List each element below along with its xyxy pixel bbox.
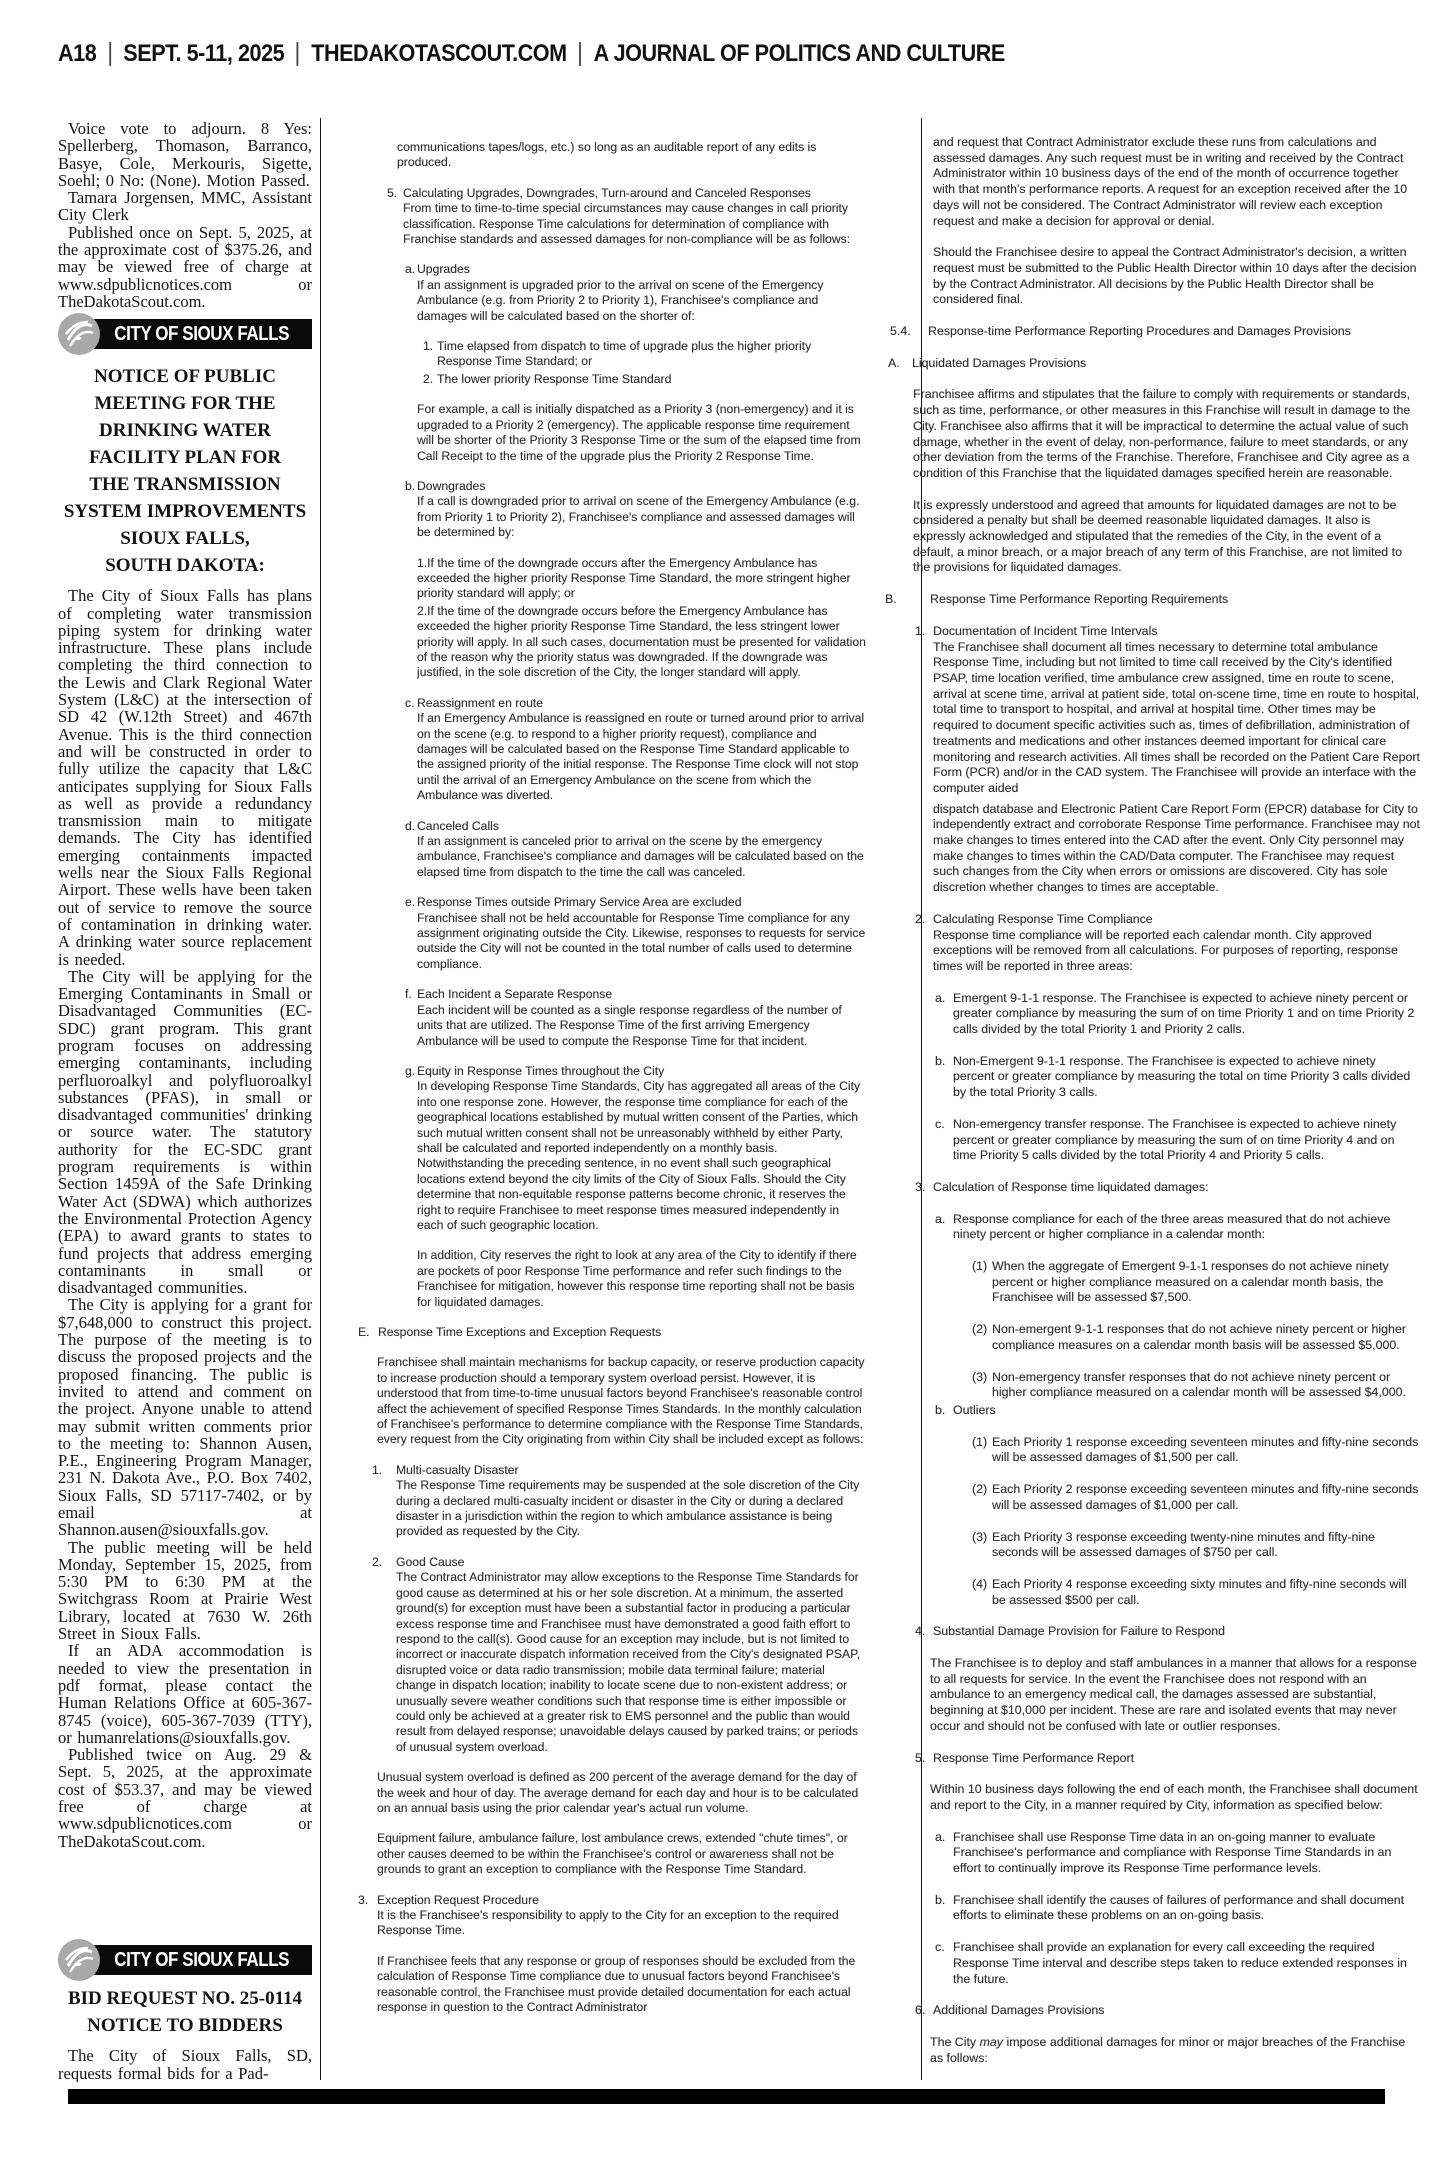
list-marker: c. (405, 695, 415, 710)
block-text: If an Emergency Ambulance is reassigned en route or turned around prior to arrival on the scene (e.g. to respond to a higher priority request), compliance and damages will be calculated based on the Response Time Standard applicable to the assigned priority of the initial response. The Response Time clock will not stop until the arrival of an Emergency Ambulance on the scene from which the Ambulance was diverted. (417, 711, 865, 803)
block-text: Each Priority 2 response exceeding seventeen minutes and fifty-nine seconds will be assessed damages of $1,000 per call. (992, 1482, 1419, 1512)
legal-block (358, 1893, 866, 1939)
block-text: Non-emergency transfer responses that do not achieve ninety percent or higher compliance measured on a calendar month will be assessed $4,000. (992, 1369, 1406, 1400)
block-text: Should the Franchisee desire to appeal the Contract Administrator's decision, a written request must be submitted to the Public Health Director within 10 days after the decision by the Contract Administrator. All decisions by the Public Health Director shall be considered final. (933, 245, 1417, 307)
block-title: Downgrades (417, 478, 486, 493)
legal-block (358, 1463, 866, 1540)
block-text: Non-emergent 9-1-1 responses that do not achieve ninety percent or higher compliance measures on a calendar month basis will be assessed $5,000. (992, 1322, 1406, 1352)
legal-block (885, 592, 1420, 608)
list-marker: (1) (972, 1434, 988, 1449)
legal-block (885, 991, 1420, 1038)
block-title: Each Incident a Separate Response (417, 987, 613, 1002)
legal-block (358, 604, 866, 681)
legal-block (358, 262, 866, 324)
list-marker: 6. (915, 2003, 926, 2018)
block-text: Franchisee shall not be held accountable for Response Time compliance for any assignment originating outside the City. Likewise, responses to requests for service outside the City will not be counted in the total number of calls used to determine compliance. (417, 910, 866, 971)
block-text: For example, a call is initially dispatched as a Priority 3 (non-emergency) and it is upgraded to a Priority 2 (emergency). The applicable response time requirement will be shorter of the Priority 3 Response Time or the sum of the elapsed time from Call Receipt to the time of the upgrade plus the Priority 2 Response Time. (417, 402, 861, 463)
block-text: If Franchisee feels that any response or group of responses should be excluded from the calculation of Response Time compliance due to unusual factors beyond Franchisee's reasonable control, the Franchisee must provide detailed documentation for each actual response in question to the Contract Administrator (377, 1953, 856, 2015)
issue-date: SEPT. 5-11, 2025 (123, 40, 285, 67)
block-text: Non-Emergent 9-1-1 response. The Franchisee is expected to achieve ninety percent or greater compliance by measuring the total on time Priority 3 calls divided by the total Priority 3 calls. (953, 1053, 1411, 1100)
block-text: Each Priority 1 response exceeding seventeen minutes and fifty-nine seconds will be assessed damages of $1,500 per call. (992, 1434, 1419, 1465)
block-text: Within 10 business days following the end of each month, the Franchisee shall document and report to the City, in a manner required by City, information as specified below: (930, 1782, 1418, 1812)
legal-block (885, 1435, 1420, 1466)
heading-line: FACILITY PLAN FOR (88, 447, 282, 469)
legal-block (358, 1770, 866, 1816)
list-marker: (4) (972, 1576, 988, 1591)
list-marker: e. (405, 895, 416, 910)
block-text: The Contract Administrator may allow exceptions to the Response Time Standards for good cause as determined at his or her sole discretion. At a minimum, the asserted ground(s) for exception must have been a substantial factor in producing a particular excess response time and Franchisee must have demonstrated a good faith effort to respond to the call(s). Good cause for an exception may include, but is not limited to incorrect or inaccurate dispatch information received from the City's designated PSAP, disrupted voice or data radio transmission; mobile data terminal failure; material change in dispatch location; inability to locate scene due to non-existent address; or unusually severe weather conditions such that response time is either impossible or could only be achieved at a greater risk to EMS personnel and the public than would result from delayed response; unavoidable delays caused by parked trains; or periods of unusual system overload. (396, 1570, 861, 1754)
heading-line: SIOUX FALLS, (120, 528, 250, 550)
masthead-strip (58, 40, 1005, 68)
block-text: Emergent 9-1-1 response. The Franchisee is expected to achieve ninety percent or greater compliance by measuring the sum of on time Priority 1 and on time Priority 2 calls divided by the total Priority 1 and Priority 2 calls. (953, 990, 1415, 1037)
list-marker: (3) (972, 1529, 988, 1544)
list-marker: 2. (423, 371, 434, 386)
paragraph: Published twice on Aug. 29 & Sept. 5, 2025, at the approximate cost of $53.37, and may be viewed free of charge at www.sdpublicnotices.com or TheDakotaScout.com. (58, 1745, 312, 1851)
block-text: Response compliance for each of the three areas measured that do not achieve ninety percent or higher compliance in a calendar month: (953, 1211, 1391, 1242)
block-text: dispatch database and Electronic Patient Care Report Form (EPCR) database for City to independently extract and corroborate Response Time performance. Franchisee may not make changes to times entered into the CAD after the event. Only City personnel may make changes to times within the CAD/Data computer. The Franchisee may request such changes from the City when errors or omissions are discovered. City has sole discretion whether changes to times are acceptable. (933, 801, 1420, 895)
block-text: The Response Time requirements may be suspended at the sole discretion of the City during a declared multi-casualty incident or disaster in the City or during a declared disaster in a jurisdiction within the region to which ambulance assistance is being provided as requested by the City. (396, 1478, 860, 1539)
legal-block (358, 696, 866, 804)
paragraph: The City of Sioux Falls, SD, requests formal bids for a Pad- (58, 2046, 312, 2082)
block-text: and request that Contract Administrator exclude these runs from calculations and assessed damages. Any such request must be in writing and received by the Contract Administrator within 10 business days of the end of the month of occurrence together with that month's performance reports. A request for an exception received after the 10 days will not be considered. The Contract Administrator will review each exception request and make a decision for approval or denial. (933, 135, 1408, 228)
block-title: Equity in Response Times throughout the City (417, 1063, 665, 1078)
legal-block (885, 1577, 1420, 1608)
block-title: Reassignment en route (417, 695, 544, 710)
block-text: Unusual system overload is defined as 200 percent of the average demand for the day of the week and hour of day. The average demand for each day and hour is to be calculated on an annual basis using the prior calendar year's actual run volume. (377, 1770, 859, 1815)
legal-block (885, 387, 1420, 481)
block-text: Response time compliance will be reported each calendar month. City approved exceptions will be removed from all calculations. For purposes of reporting, response times will be reported in three areas: (933, 927, 1398, 973)
block-text: In addition, City reserves the right to look at any area of the City to identify if there are pockets of poor Response Time performance and refer such findings to the Franchisee for mitigation, however this response time reporting shall not be basis for liquidated damages. (417, 1248, 857, 1309)
legal-block (885, 912, 1420, 975)
list-marker: (1) (972, 1259, 988, 1274)
page-header (58, 40, 1110, 68)
paragraph: The City of Sioux Falls has plans of completing water transmission piping system for drinking water infrastructure. These plans include completing the third connection to the Lewis and Clark Regional Water System (L&C) at the intersection of SD 42 (W.12th Street) and 467th Avenue. This is the third connection and will be constructed in order to fully utilize the capacity that L&C anticipates supplying for Sioux Falls as well as provide a redundancy transmission main to mitigate demands. The City has identified emerging containments impacted wells near the Sioux Falls Regional Airport. These wells have been taken out of service to remove the source of contamination in drinking water. A drinking water source replacement is needed. (58, 586, 312, 969)
heading-line: MEETING FOR THE (94, 393, 276, 415)
legal-block (885, 1656, 1420, 1735)
list-marker: 3. (915, 1179, 926, 1194)
legal-block (358, 1555, 866, 1755)
block-text: 2.If the time of the downgrade occurs before the Emergency Ambulance has exceeded the higher priority Response Time Standard, the less stringent lower priority will apply. In all such cases, documentation must be presented for validation of the reason why the priority status was downgraded. If the downgrade was justified, in the sole discretion of the City, the longer standard will apply. (417, 603, 866, 680)
page-number: A18 (58, 40, 97, 67)
legal-block (885, 1180, 1420, 1196)
legal-block (885, 1482, 1420, 1513)
block-title: Response Time Exceptions and Exception Requests (378, 1325, 662, 1339)
list-marker: b. (935, 1892, 946, 1907)
legal-block (358, 895, 866, 972)
block-text: Each Priority 4 response exceeding sixty minutes and fifty-nine seconds will be assessed $500 per call. (992, 1576, 1407, 1607)
list-marker: 1. (915, 623, 926, 638)
legal-block (885, 1893, 1420, 1924)
block-text: Franchisee shall identify the causes of failures of performance and shall document efforts to eliminate these problems on an on-going basis. (953, 1892, 1405, 1923)
city-of-sioux-falls-banner (78, 1945, 312, 1975)
block-title: Response Time Performance Reporting Requirements (930, 592, 1229, 607)
paragraph: The public meeting will be held Monday, September 15, 2025, from 5:30 PM to 6:30 PM at the Switchgrass Room at Prairie West Library, located at 7630 W. 26th Street in Sioux Falls. (58, 1537, 312, 1644)
legal-block (885, 1117, 1420, 1164)
block-text: Franchisee shall use Response Time data in an on-going manner to evaluate Franchisee's performance and compliance with Response Time Standards in an effort to continually improve its Response Time performance levels. (953, 1829, 1392, 1876)
block-title: Documentation of Incident Time Intervals (933, 623, 1158, 638)
block-text: In developing Response Time Standards, City has aggregated all areas of the City into one response zone. However, the response time compliance for each of the geographical locations established by mutual written consent of the Parties, which such mutual written consent shall not be unreasonably withheld by either Party, shall be calculated and reported independently on a monthly basis. Notwithstanding the preceding sentence, in no event shall such geographical locations extend beyond the city limits of the City of Sioux Falls. Should the City determine that non-equitable response patterns become chronic, it reserves the right to require Franchisee to meet response times measured independently in each of such geographic location. (417, 1079, 861, 1232)
block-text: communications tapes/logs, etc.) so long as an auditable report of any edits is produced. (397, 140, 817, 170)
block-text: If an assignment is upgraded prior to the arrival on scene of the Emergency Ambulance (e.g. from Priority 2 to Priority 1), Franchisee's compliance and damages will be calculated based on the shorter of: (417, 277, 824, 323)
block-text: Equipment failure, ambulance failure, lost ambulance crews, extended "chute times", or other causes deemed to be within the Franchisee's control or awareness shall not be grounds to grant an exception to compliance with the Response Time Standard. (377, 1831, 848, 1877)
legal-block (885, 1370, 1420, 1401)
block-title: Additional Damages Provisions (933, 2003, 1105, 2018)
block-text: Franchisee affirms and stipulates that the failure to comply with requirements or standards, such as time, performance, or other measures in this Franchise will result in damage to the City. Franchisee also affirms that it will be impractical to determine the actual value of such damage, whether in the event of delay, non-performance, failure to meet standards, or any other deviation from the terms of the Franchise. Therefore, Franchisee and City agree as a condition of this Franchise that the liquidated damages specified herein are reasonable. (913, 387, 1411, 480)
block-title: Response-time Performance Reporting Procedures and Damages Provisions (928, 324, 1351, 339)
legal-block (885, 2035, 1420, 2066)
legal-block (885, 1751, 1420, 1767)
block-title: Response Times outside Primary Service Area are excluded (417, 895, 742, 910)
bid-notice-heading (58, 1985, 312, 2039)
list-marker: g. (405, 1063, 416, 1078)
paragraph: The City is applying for a grant for $7,648,000 to construct this project. The purpose of the meeting is to discuss the proposed projects and the proposed financing. The public is invited to attend and comment on the project. Anyone unable to attend may submit written comments prior to the meeting to: Shannon Ausen, P.E., Engineering Program Manager, 231 N. Dakota Ave., P.O. Box 7402, Sioux Falls, SD 57117-7402, or by email at Shannon.ausen@siouxfalls.gov. (58, 1295, 312, 1540)
block-title: Outliers (953, 1403, 996, 1417)
block-text: The Franchisee shall document all times necessary to determine total ambulance Response Time, including but not limited to time call received by the City's identified PSAP, time location verified, time ambulance crew assigned, time en route to scene, arrival at scene time, arrival at patient side, total on-scene time, time en route to hospital, total time to transport to hospital, and arrival at hospital time. Other times may be required to document specific activities such as, times of defibrillation, administration of treatments and medications and other instances deemed important for clinical care monitoring and research activities. All times shall be recorded on the Patient Care Report Form (PCR) and/or in the CAD system. The Franchisee will provide an interface with the computer aided (933, 639, 1420, 795)
legal-block (358, 1064, 866, 1233)
list-marker: 5. (387, 185, 398, 200)
block-text: From time to time-to-time special circumstances may cause changes in call priority classification. Response Time calculations for determination of compliance with Franchise standards and assessed damages for non-compliance will be as follows: (403, 201, 851, 247)
city-of-sioux-falls-banner (78, 319, 312, 349)
city-logo-icon (58, 1938, 101, 1982)
legal-block (885, 1322, 1420, 1353)
legal-block (885, 1624, 1420, 1640)
legal-block (358, 479, 866, 541)
paragraph: Tamara Jorgensen, MMC, Assistant City Clerk (58, 188, 312, 225)
legal-block (885, 135, 1420, 229)
legal-block (885, 356, 1420, 372)
list-marker: B. (885, 592, 897, 607)
legal-block (885, 1403, 1420, 1419)
water-notice-heading (58, 363, 312, 579)
header-separator (297, 42, 299, 66)
block-title: Good Cause (396, 1554, 465, 1569)
council-minutes-excerpt (58, 120, 312, 310)
list-marker: a. (405, 262, 416, 277)
heading-line: SYSTEM IMPROVEMENTS (63, 501, 307, 523)
legal-block (358, 402, 866, 464)
legal-block (885, 1212, 1420, 1243)
block-title: Calculating Response Time Compliance (933, 911, 1153, 926)
list-marker: b. (935, 1403, 946, 1417)
block-text: Franchisee shall maintain mechanisms for backup capacity, or reserve production capacity to increase production should a temporary system overload persist. However, it is understood that from time-to-time unusual factors beyond Franchisee's reasonable control affect the achievement of specified Response Times Standards. In the monthly calculation of Franchisee's performance to determine compliance with the Response Time Standards, every request from the City originating from within City shall be included except as follows: (377, 1355, 865, 1447)
legal-block (885, 498, 1420, 577)
list-marker: a. (935, 990, 946, 1005)
block-text: Time elapsed from dispatch to time of upgrade plus the higher priority Response Time Standard; or (437, 339, 812, 369)
banner-label: CITY OF SIOUX FALLS (114, 1948, 290, 1971)
paragraph: Published once on Sept. 5, 2025, at the approximate cost of $375.26, and may be viewed free of charge at www.sdpublicnotices.com or TheDakotaScout.com. (58, 222, 312, 311)
block-title: Upgrades (417, 262, 470, 277)
legal-block (885, 1530, 1420, 1561)
legal-block (885, 1830, 1420, 1877)
list-marker: a. (935, 1829, 946, 1844)
list-marker: c. (935, 1116, 945, 1131)
list-marker: (3) (972, 1369, 988, 1384)
legal-block (358, 1248, 866, 1310)
list-marker: A. (888, 355, 900, 370)
block-title: Response Time Performance Report (933, 1750, 1135, 1765)
block-text: When the aggregate of Emergent 9-1-1 responses do not achieve ninety percent or higher compliance measured on a calendar month basis, the Franchisee will be assessed $7,500. (992, 1259, 1389, 1305)
paragraph: If an ADA accommodation is needed to view the presentation in pdf format, please contact the Human Relations Office at 605-367-8745 (voice), 605-367-7039 (TTY), or humanrelations@siouxfalls.gov. (58, 1641, 312, 1747)
block-title: Exception Request Procedure (377, 1892, 539, 1907)
block-text: Non-emergency transfer response. The Franchisee is expected to achieve ninety percent or greater compliance by measuring the sum of on time Priority 4 and on time Priority 5 calls divided by the total Priority 4 and Priority 5 calls. (953, 1116, 1397, 1163)
list-marker: b. (405, 478, 416, 493)
city-logo-icon (58, 312, 101, 356)
heading-line: NOTICE TO BIDDERS (87, 2015, 283, 2037)
legal-block (358, 1831, 866, 1877)
list-marker: 5. (915, 1750, 926, 1765)
block-title: Canceled Calls (417, 818, 499, 833)
list-marker: f. (405, 987, 412, 1002)
legal-block (358, 556, 866, 602)
block-text: It is the Franchisee's responsibility to apply to the City for an exception to the required Response Time. (377, 1908, 839, 1938)
list-marker: E. (358, 1325, 370, 1339)
block-text: 1.If the time of the downgrade occurs after the Emergency Ambulance has exceeded the higher priority Response Time Standard, the more stringent higher priority standard will apply; or (417, 555, 851, 601)
legal-block (358, 140, 866, 171)
left-column (58, 120, 312, 2082)
list-marker: b. (935, 1053, 946, 1068)
legal-block (885, 1054, 1420, 1101)
block-text: The Franchisee is to deploy and staff ambulances in a manner that allows for a response to all requests for service. In the event the Franchisee does not respond with an ambulance to an emergency medical call, the damages assessed are substantial, beginning at $10,000 per incident. These are rare and isolated events that may never occur and should not be confused with late or outlier responses. (930, 1656, 1417, 1733)
list-marker: 1. (423, 339, 434, 354)
block-title: Calculating Upgrades, Downgrades, Turn-around and Canceled Responses (403, 185, 811, 200)
legal-block (885, 2003, 1420, 2019)
legal-block (358, 339, 866, 370)
block-text: Franchisee shall provide an explanation for every call exceeding the required Response Time interval and describe steps taken to reduce extended responses in the future. (953, 1940, 1407, 1986)
block-text: If an assignment is canceled prior to arrival on the scene by the emergency ambulance, Franchisee's compliance and damages will be calculated based on the elapsed time from dispatch to the time the call was canceled. (417, 834, 864, 879)
block-text: The City may impose additional damages for minor or major breaches of the Franchise as follows: (930, 2034, 1406, 2065)
legal-block (358, 1325, 866, 1340)
list-marker: 4. (915, 1624, 926, 1639)
block-title: Substantial Damage Provision for Failure to Respond (933, 1624, 1226, 1639)
legal-block (358, 186, 866, 248)
list-marker: c. (935, 1940, 945, 1955)
block-title: Multi-casualty Disaster (396, 1462, 519, 1477)
legal-block (885, 245, 1420, 308)
block-text: The lower priority Response Time Standard (437, 371, 672, 386)
heading-line: NOTICE OF PUBLIC (94, 366, 276, 388)
water-notice-body (58, 587, 312, 1850)
header-separator (109, 42, 111, 66)
legal-block (358, 1954, 866, 2016)
block-title: Calculation of Response time liquidated damages: (933, 1179, 1209, 1194)
list-marker: 2. (915, 911, 926, 926)
paragraph: The City will be applying for the Emerging Contaminants in Small or Disadvantaged Communities (EC-SDC) grant program. This grant program focuses on addressing emerging contaminants, including perfluoroalkyl and polyfluoroalkyl substances (PFAS), in small or disadvantaged communities' drinking or source water. The statutory authority for the EC-SDC grant program requirements is within Section 1459A of the Safe Drinking Water Act (SDWA) which authorizes the Environmental Protection Agency (EPA) to award grants to states to fund projects that address emerging contaminants in small or disadvantaged communities. (58, 966, 312, 1298)
middle-column (358, 140, 866, 2030)
block-text: Each Priority 3 response exceeding twenty-nine minutes and fifty-nine seconds will be assessed damages of $750 per call. (992, 1529, 1375, 1560)
list-marker: 1. (372, 1462, 383, 1477)
heading-line: BID REQUEST NO. 25-0114 (67, 1988, 303, 2010)
block-title: Liquidated Damages Provisions (912, 355, 1087, 370)
list-marker: d. (405, 818, 416, 833)
legal-block (358, 987, 866, 1049)
block-text: If a call is downgraded prior to arrival on scene of the Emergency Ambulance (e.g. from Priority 1 to Priority 2), Franchisee's compliance and assessed damages will be determined by: (417, 494, 860, 540)
list-marker: 5.4. (890, 324, 911, 339)
list-marker: 2. (372, 1554, 383, 1569)
site-name: THEDAKOTASCOUT.COM (311, 40, 567, 67)
legal-block (358, 372, 866, 387)
legal-block (885, 1940, 1420, 1987)
bid-notice-section (58, 1936, 312, 2082)
heading-line: SOUTH DAKOTA: (105, 555, 265, 577)
legal-block (885, 324, 1420, 340)
list-marker: (2) (972, 1322, 988, 1337)
column-divider (320, 118, 321, 2080)
banner-label: CITY OF SIOUX FALLS (114, 322, 290, 345)
tagline: A JOURNAL OF POLITICS AND CULTURE (593, 40, 1005, 67)
bottom-rule (68, 2089, 1385, 2104)
block-text: Each incident will be counted as a single response regardless of the number of units that are utilized. The Response Time of the first arriving Emergency Ambulance will be used to compute the Response Time for that incident. (417, 1002, 842, 1048)
bid-notice-body (58, 2047, 312, 2082)
list-marker: a. (935, 1211, 946, 1226)
heading-line: THE TRANSMISSION (89, 474, 281, 496)
paragraph: Voice vote to adjourn. 8 Yes: Spellerberg, Thomason, Barranco, Basye, Cole, Merkouris, Sigette, Soehl; 0 No: (None). Motion Passed. (58, 120, 312, 190)
list-marker: 3. (358, 1892, 369, 1907)
legal-block (885, 624, 1420, 896)
list-marker: (2) (972, 1482, 988, 1497)
legal-block (358, 1355, 866, 1447)
heading-line: DRINKING WATER (99, 420, 271, 442)
header-separator (579, 42, 581, 66)
legal-block (885, 1259, 1420, 1306)
block-text: It is expressly understood and agreed that amounts for liquidated damages are not to be considered a penalty but shall be deemed reasonable liquidated damages. It also is expressly acknowledged and stipulated that the remedies of the City, in the event of a default, a minor breach, or a major breach of any term of this Franchise, are not limited to the provisions for liquidated damages. (913, 497, 1402, 575)
legal-block (358, 819, 866, 881)
right-column (885, 135, 1420, 2082)
legal-block (885, 1782, 1420, 1813)
